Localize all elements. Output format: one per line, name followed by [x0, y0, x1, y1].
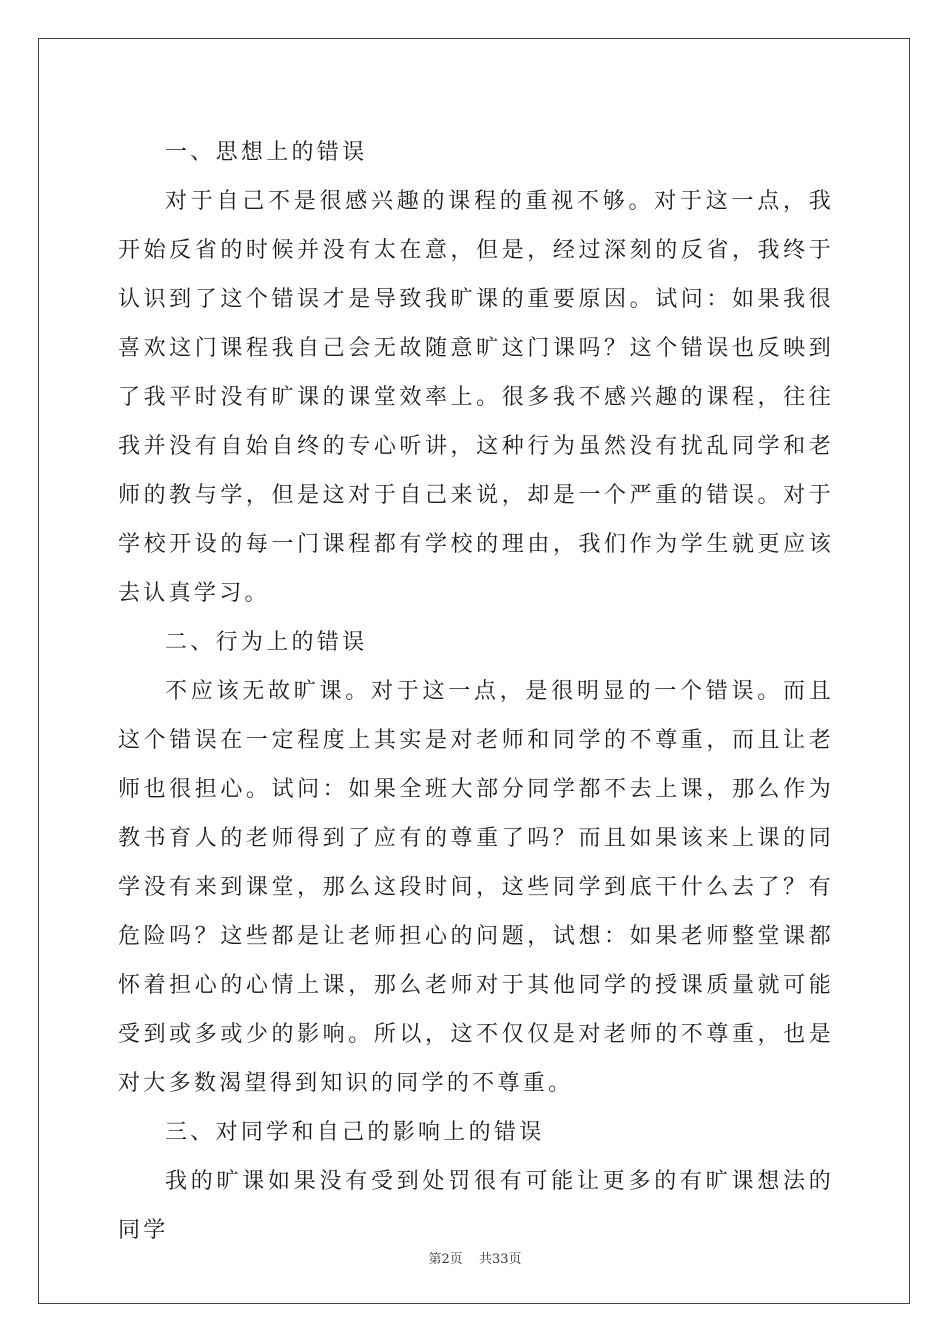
section-paragraph-1: 对于自己不是很感兴趣的课程的重视不够。对于这一点，我开始反省的时候并没有太在意，但是，经过深刻的反省，我终于认识到了这个错误才是导致我旷课的重要原因。试问：如果我很喜欢这门课程我自己会无故随意旷这门课吗？这个错误也反映到了我平时没有旷课的课堂效率上。很多我不感兴趣的课程，往往我并没有自始自终的专心听讲，这种行为虽然没有扰乱同学和老师的教与学，但是这对于自己来说，却是一个严重的错误。对于学校开设的每一门课程都有学校的理由，我们作为学生就更应该去认真学习。 — [118, 189, 834, 606]
section-heading-1: 一、思想上的错误 — [165, 140, 368, 165]
page-footer — [0, 1248, 950, 1267]
page-number: 第2页 — [428, 1252, 463, 1267]
document-body — [118, 128, 834, 1255]
section-paragraph-3: 我的旷课如果没有受到处罚很有可能让更多的有旷课想法的同学 — [118, 1169, 834, 1243]
page-total: 共33页 — [478, 1252, 522, 1267]
section-paragraph-2: 不应该无故旷课。对于这一点，是很明显的一个错误。而且这个错误在一定程度上其实是对老师和同学的不尊重，而且让老师也很担心。试问：如果全班大部分同学都不去上课，那么作为教书育人的老师得到了应有的尊重了吗？而且如果该来上课的同学没有来到课堂，那么这段时间，这些同学到底干什么去了？有危险吗？这些都是让老师担心的问题，试想：如果老师整堂课都怀着担心的心情上课，那么老师对于其他同学的授课质量就可能受到或多或少的影响。所以，这不仅仅是对老师的不尊重，也是对大多数渴望得到知识的同学的不尊重。 — [118, 679, 834, 1096]
section-heading-2: 二、行为上的错误 — [165, 630, 368, 655]
section-heading-3: 三、对同学和自己的影响上的错误 — [165, 1120, 545, 1145]
